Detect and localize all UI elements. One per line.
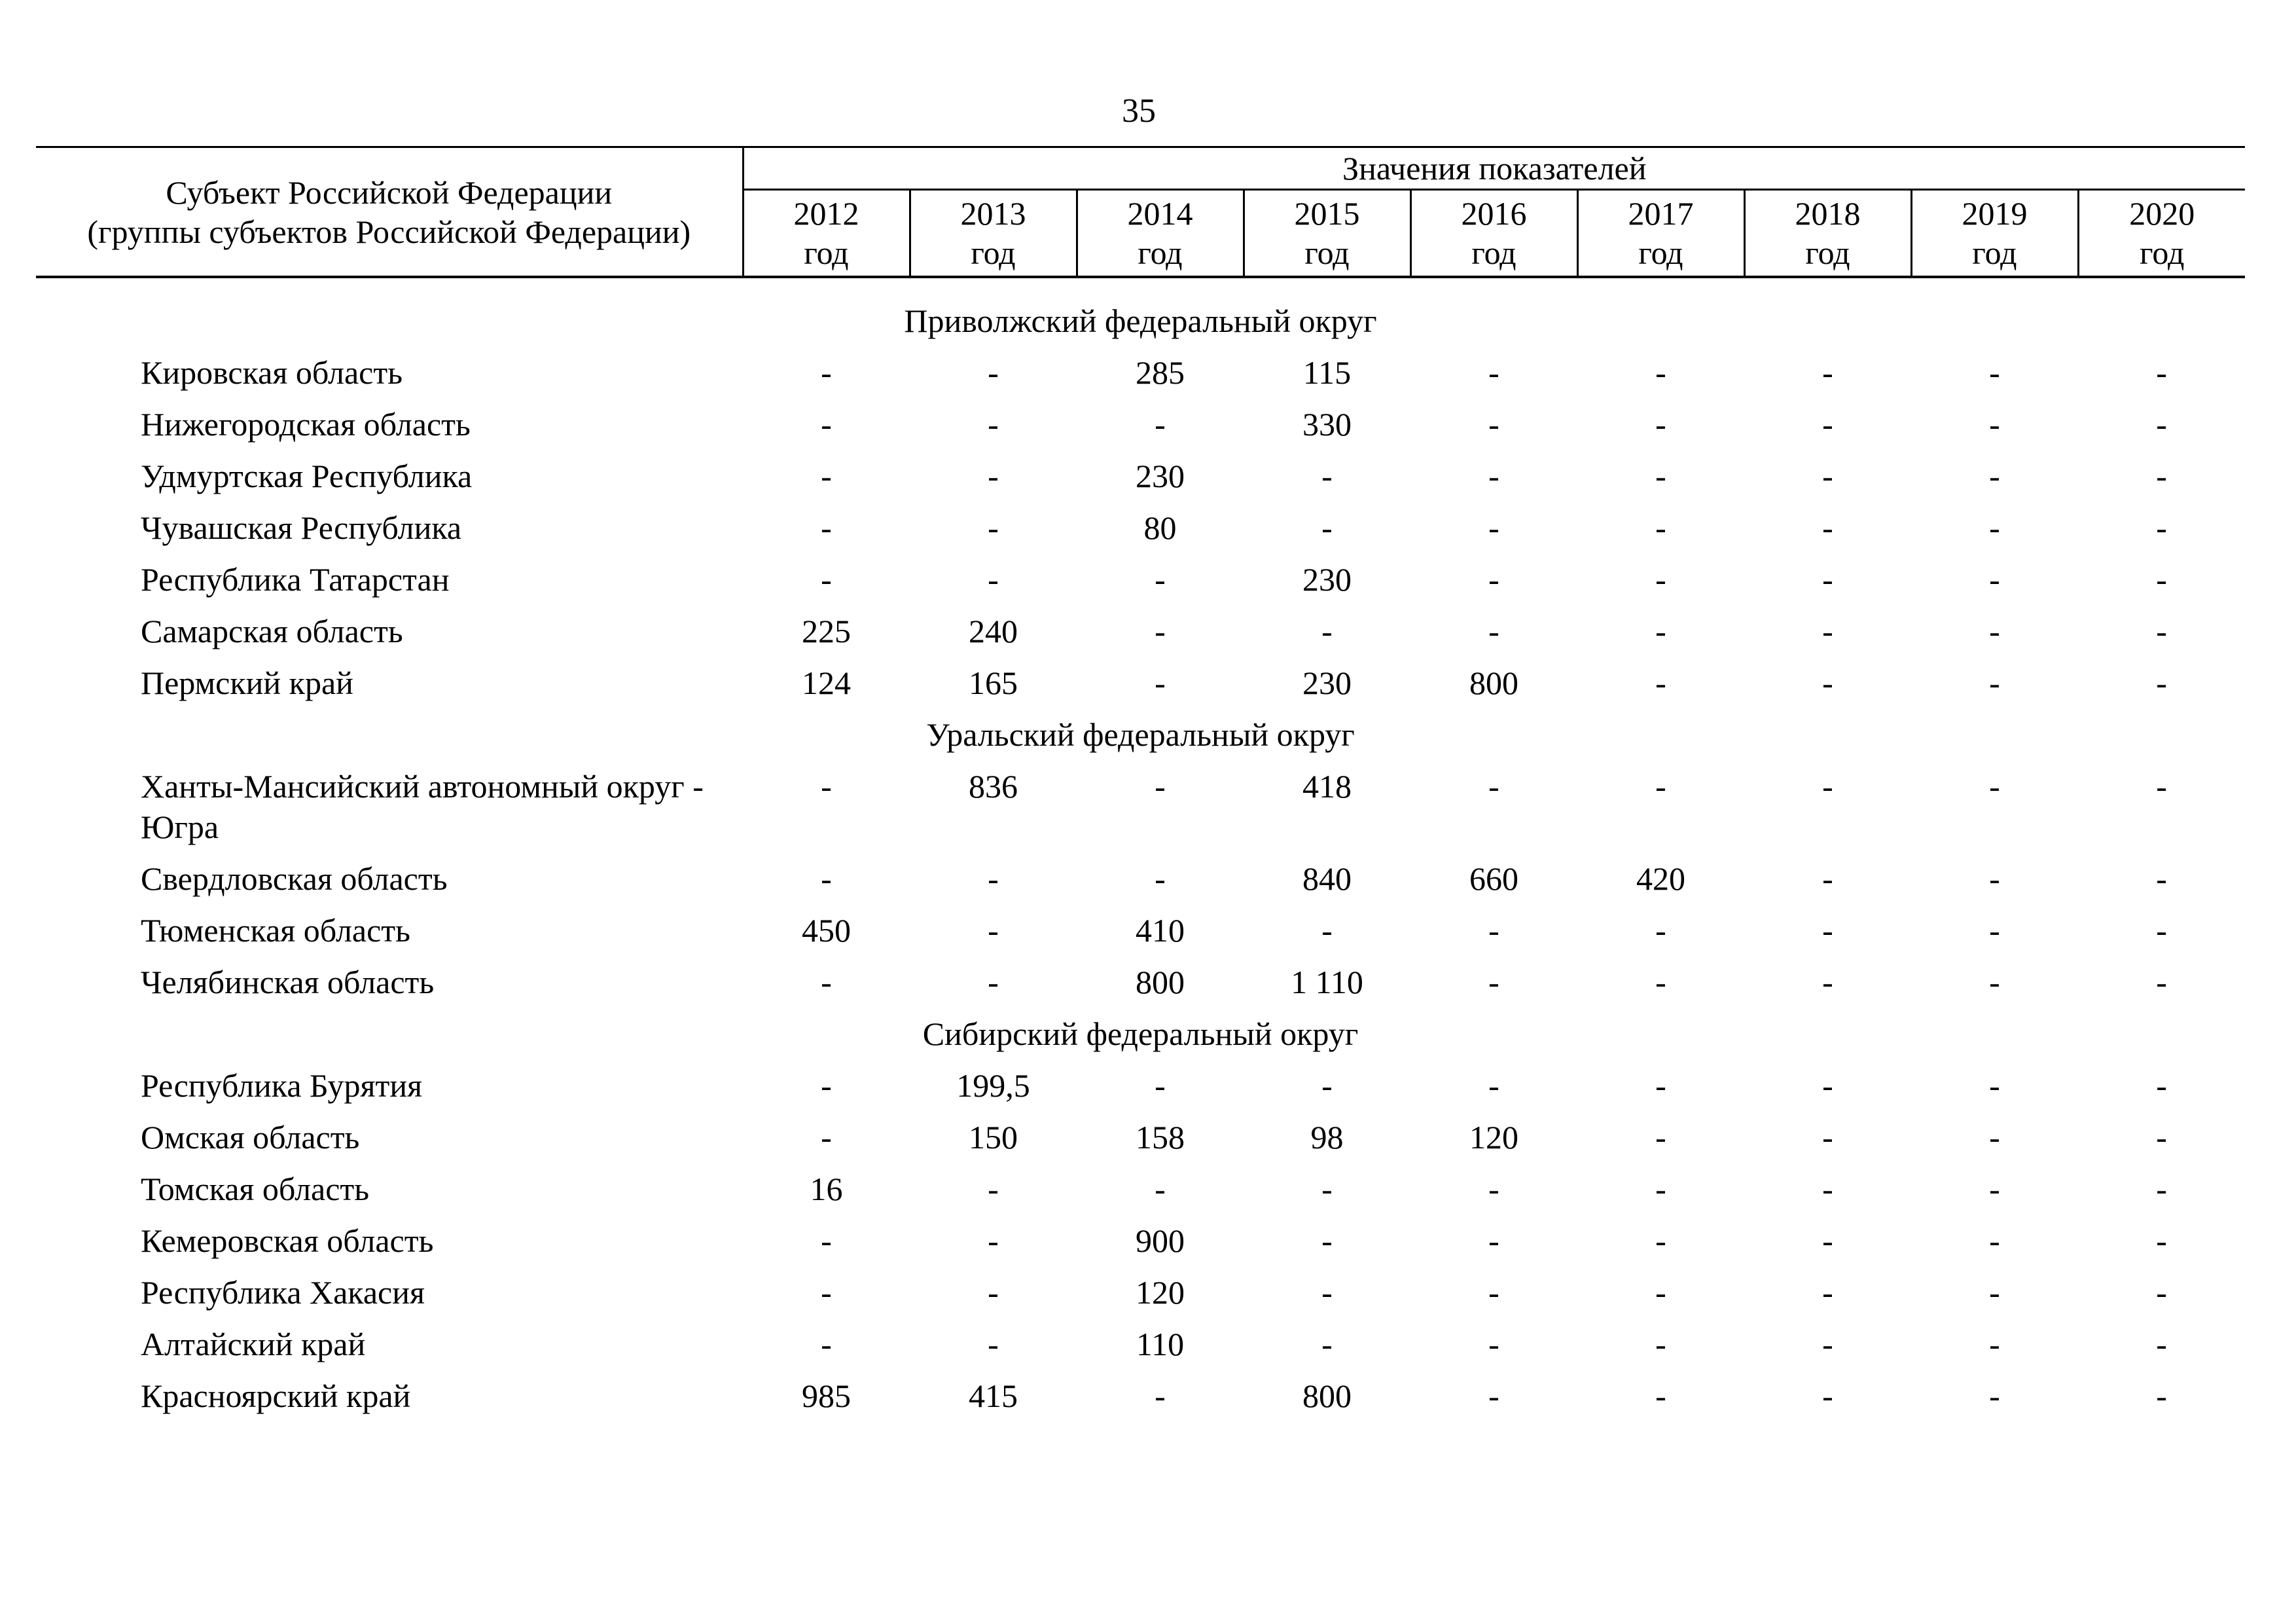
value-cell-2012: - <box>821 860 832 897</box>
district-title: Сибирский федеральный округ <box>922 1015 1359 1052</box>
value-cell-2018: - <box>1822 768 1833 805</box>
subject-name-cell: Красноярский край <box>141 1377 411 1414</box>
value-cell-2016: - <box>1488 509 1499 546</box>
value-cell-2019: - <box>1989 912 2000 949</box>
value-cell-2015: - <box>1321 1171 1333 1207</box>
district-title: Уральский федеральный округ <box>926 716 1355 753</box>
value-cell-2017: - <box>1655 354 1666 391</box>
value-cell-2019: - <box>1989 406 2000 443</box>
value-cell-2012: - <box>821 406 832 443</box>
value-cell-2013: 240 <box>969 613 1018 649</box>
subject-name-cell: Пермский край <box>141 665 353 701</box>
value-cell-2013: - <box>988 1326 999 1362</box>
table-row <box>36 1163 2245 1215</box>
value-cell-2018: - <box>1822 1067 1833 1104</box>
value-cell-2016: - <box>1488 1067 1499 1104</box>
value-cell-2015: - <box>1321 613 1333 649</box>
value-cell-2018: - <box>1822 406 1833 443</box>
table-row <box>36 853 2245 905</box>
value-cell-2013: - <box>988 561 999 598</box>
year-number: 2017 <box>1628 195 1694 232</box>
indicator-table <box>36 146 2245 1422</box>
subject-name-cell: Удмуртская Республика <box>141 458 473 494</box>
year-header-2018 <box>1744 190 1911 278</box>
value-cell-2015: - <box>1321 1274 1333 1311</box>
table-row <box>36 450 2245 502</box>
year-unit: год <box>1304 234 1350 271</box>
year-unit: год <box>1138 234 1183 271</box>
value-cell-2020: - <box>2156 1274 2167 1311</box>
value-cell-2019: - <box>1989 665 2000 701</box>
value-cell-2013: - <box>988 964 999 1000</box>
value-cell-2017: - <box>1655 1222 1666 1259</box>
year-number: 2014 <box>1127 195 1193 232</box>
value-cell-2013: - <box>988 1171 999 1207</box>
year-number: 2020 <box>2129 195 2195 232</box>
value-cell-2013: 199,5 <box>956 1067 1030 1104</box>
year-header-2017 <box>1577 190 1744 278</box>
value-cell-2016: - <box>1488 768 1499 805</box>
value-cell-2014: 410 <box>1136 912 1185 949</box>
value-cell-2020: - <box>2156 1377 2167 1414</box>
value-cell-2016: 800 <box>1469 665 1518 701</box>
header-spacer-row <box>36 277 2245 295</box>
value-cell-2018: - <box>1822 509 1833 546</box>
value-cell-2015: 800 <box>1302 1377 1352 1414</box>
year-header-2016 <box>1410 190 1577 278</box>
value-cell-2016: - <box>1488 1326 1499 1362</box>
value-cell-2016: - <box>1488 613 1499 649</box>
subject-name-cell: Омская область <box>141 1119 360 1156</box>
value-cell-2017: 420 <box>1636 860 1685 897</box>
value-cell-2019: - <box>1989 768 2000 805</box>
subject-name-cell: Республика Татарстан <box>141 561 450 598</box>
value-cell-2016: - <box>1488 458 1499 494</box>
value-cell-2014: 110 <box>1136 1326 1185 1362</box>
year-unit: год <box>1805 234 1850 271</box>
value-cell-2017: - <box>1655 1171 1666 1207</box>
value-cell-2020: - <box>2156 1171 2167 1207</box>
value-cell-2020: - <box>2156 665 2167 701</box>
value-cell-2014: 900 <box>1136 1222 1185 1259</box>
value-cell-2014: 285 <box>1136 354 1185 391</box>
value-cell-2012: - <box>821 561 832 598</box>
value-cell-2014: 158 <box>1136 1119 1185 1156</box>
value-cell-2012: - <box>821 354 832 391</box>
value-cell-2013: 415 <box>969 1377 1018 1414</box>
year-number: 2015 <box>1294 195 1360 232</box>
value-cell-2018: - <box>1822 1171 1833 1207</box>
value-cell-2020: - <box>2156 1119 2167 1156</box>
value-cell-2020: - <box>2156 1326 2167 1362</box>
year-header-2015 <box>1244 190 1410 278</box>
value-cell-2015: 98 <box>1310 1119 1344 1156</box>
value-cell-2015: 840 <box>1302 860 1352 897</box>
subject-name-cell: Тюменская область <box>141 912 410 949</box>
page-number: 35 <box>1122 92 1156 130</box>
value-cell-2014: 800 <box>1136 964 1185 1000</box>
value-cell-2020: - <box>2156 354 2167 391</box>
subject-name-cell: Свердловская область <box>141 860 448 897</box>
value-cell-2017: - <box>1655 1119 1666 1156</box>
value-cell-2020: - <box>2156 561 2167 598</box>
district-row <box>36 709 2245 761</box>
district-title: Приволжский федеральный округ <box>904 302 1377 339</box>
value-cell-2012: - <box>821 509 832 546</box>
value-cell-2017: - <box>1655 964 1666 1000</box>
value-cell-2014: - <box>1155 406 1166 443</box>
values-column-group-header: Значения показателей <box>743 147 2245 190</box>
value-cell-2016: - <box>1488 1171 1499 1207</box>
value-cell-2020: - <box>2156 406 2167 443</box>
value-cell-2013: 836 <box>969 768 1018 805</box>
subject-name-cell: Республика Бурятия <box>141 1067 423 1104</box>
value-cell-2015: - <box>1321 1222 1333 1259</box>
value-cell-2017: - <box>1655 406 1666 443</box>
value-cell-2018: - <box>1822 1326 1833 1362</box>
value-cell-2015: - <box>1321 912 1333 949</box>
table-body <box>36 277 2245 1422</box>
value-cell-2019: - <box>1989 1377 2000 1414</box>
subject-header-line1: Субъект Российской Федерации <box>166 173 613 211</box>
value-cell-2014: - <box>1155 613 1166 649</box>
year-unit: год <box>1471 234 1516 271</box>
table-row <box>36 399 2245 450</box>
value-cell-2018: - <box>1822 860 1833 897</box>
value-cell-2017: - <box>1655 1067 1666 1104</box>
table-row <box>36 606 2245 657</box>
value-cell-2018: - <box>1822 354 1833 391</box>
value-cell-2017: - <box>1655 561 1666 598</box>
value-cell-2015: 1 110 <box>1291 964 1363 1000</box>
subject-name-cell: Алтайский край <box>141 1326 366 1362</box>
value-cell-2020: - <box>2156 509 2167 546</box>
value-cell-2012: 225 <box>802 613 851 649</box>
value-cell-2018: - <box>1822 964 1833 1000</box>
table-row <box>36 1370 2245 1422</box>
value-cell-2012: 124 <box>802 665 851 701</box>
value-cell-2019: - <box>1989 1326 2000 1362</box>
table-row <box>36 1112 2245 1163</box>
value-cell-2014: - <box>1155 1171 1166 1207</box>
table-row <box>36 761 2245 853</box>
year-unit: год <box>804 234 849 271</box>
value-cell-2019: - <box>1989 1222 2000 1259</box>
value-cell-2020: - <box>2156 860 2167 897</box>
value-cell-2015: 330 <box>1302 406 1352 443</box>
value-cell-2019: - <box>1989 613 2000 649</box>
value-cell-2017: - <box>1655 768 1666 805</box>
value-cell-2020: - <box>2156 912 2167 949</box>
value-cell-2014: - <box>1155 665 1166 701</box>
value-cell-2013: - <box>988 509 999 546</box>
value-cell-2019: - <box>1989 1274 2000 1311</box>
value-cell-2018: - <box>1822 458 1833 494</box>
value-cell-2015: - <box>1321 458 1333 494</box>
value-cell-2018: - <box>1822 613 1833 649</box>
value-cell-2012: 450 <box>802 912 851 949</box>
value-cell-2019: - <box>1989 964 2000 1000</box>
value-cell-2020: - <box>2156 1222 2167 1259</box>
subject-name-cell: Нижегородская область <box>141 406 471 443</box>
value-cell-2017: - <box>1655 1274 1666 1311</box>
value-cell-2017: - <box>1655 613 1666 649</box>
value-cell-2016: - <box>1488 1222 1499 1259</box>
value-cell-2012: - <box>821 1119 832 1156</box>
subject-name-cell: Ханты-Мансийский автономный округ - Югра <box>141 768 704 845</box>
year-number: 2012 <box>793 195 859 232</box>
value-cell-2014: - <box>1155 860 1166 897</box>
year-number: 2018 <box>1795 195 1861 232</box>
value-cell-2019: - <box>1989 561 2000 598</box>
value-cell-2019: - <box>1989 458 2000 494</box>
value-cell-2015: 418 <box>1302 768 1352 805</box>
value-cell-2020: - <box>2156 964 2167 1000</box>
table-row <box>36 1215 2245 1267</box>
year-header-2014 <box>1077 190 1244 278</box>
value-cell-2012: - <box>821 1067 832 1104</box>
value-cell-2015: 230 <box>1302 561 1352 598</box>
value-cell-2014: - <box>1155 1067 1166 1104</box>
value-cell-2020: - <box>2156 458 2167 494</box>
value-cell-2019: - <box>1989 1119 2000 1156</box>
year-unit: год <box>1638 234 1683 271</box>
subject-name-cell: Кировская область <box>141 354 403 391</box>
value-cell-2016: 660 <box>1469 860 1518 897</box>
value-cell-2016: - <box>1488 354 1499 391</box>
subject-column-header <box>36 147 743 278</box>
value-cell-2018: - <box>1822 912 1833 949</box>
value-cell-2013: - <box>988 1274 999 1311</box>
value-cell-2015: 230 <box>1302 665 1352 701</box>
table-row <box>36 347 2245 399</box>
value-cell-2013: 150 <box>969 1119 1018 1156</box>
value-cell-2017: - <box>1655 1377 1666 1414</box>
value-cell-2012: - <box>821 1274 832 1311</box>
value-cell-2012: - <box>821 964 832 1000</box>
value-cell-2018: - <box>1822 1222 1833 1259</box>
year-number: 2013 <box>960 195 1026 232</box>
value-cell-2014: 230 <box>1136 458 1185 494</box>
district-row <box>36 295 2245 347</box>
value-cell-2016: - <box>1488 1274 1499 1311</box>
year-header-2013 <box>910 190 1077 278</box>
table-header <box>36 147 2245 278</box>
value-cell-2017: - <box>1655 665 1666 701</box>
value-cell-2018: - <box>1822 561 1833 598</box>
value-cell-2013: - <box>988 860 999 897</box>
value-cell-2017: - <box>1655 458 1666 494</box>
year-header-2020 <box>2078 190 2245 278</box>
year-unit: год <box>2140 234 2185 271</box>
value-cell-2016: - <box>1488 1377 1499 1414</box>
value-cell-2017: - <box>1655 1326 1666 1362</box>
value-cell-2019: - <box>1989 354 2000 391</box>
value-cell-2014: - <box>1155 1377 1166 1414</box>
district-row <box>36 1008 2245 1060</box>
table-row <box>36 554 2245 606</box>
value-cell-2013: - <box>988 458 999 494</box>
value-cell-2019: - <box>1989 860 2000 897</box>
value-cell-2014: 80 <box>1143 509 1177 546</box>
value-cell-2013: - <box>988 912 999 949</box>
subject-name-cell: Самарская область <box>141 613 403 649</box>
year-header-2012 <box>743 190 910 278</box>
value-cell-2012: 16 <box>810 1171 843 1207</box>
value-cell-2014: 120 <box>1136 1274 1185 1311</box>
value-cell-2019: - <box>1989 1171 2000 1207</box>
year-unit: год <box>971 234 1016 271</box>
value-cell-2017: - <box>1655 509 1666 546</box>
table-row <box>36 957 2245 1008</box>
value-cell-2019: - <box>1989 509 2000 546</box>
subject-name-cell: Челябинская область <box>141 964 435 1000</box>
value-cell-2014: - <box>1155 768 1166 805</box>
subject-name-cell: Республика Хакасия <box>141 1274 425 1311</box>
year-number: 2019 <box>1962 195 2028 232</box>
value-cell-2016: - <box>1488 964 1499 1000</box>
table-row <box>36 502 2245 554</box>
value-cell-2016: - <box>1488 912 1499 949</box>
value-cell-2012: - <box>821 768 832 805</box>
value-cell-2014: - <box>1155 561 1166 598</box>
table-row <box>36 905 2245 957</box>
table-row <box>36 657 2245 709</box>
year-number: 2016 <box>1461 195 1527 232</box>
value-cell-2013: 165 <box>969 665 1018 701</box>
value-cell-2020: - <box>2156 613 2167 649</box>
value-cell-2012: - <box>821 1222 832 1259</box>
value-cell-2016: - <box>1488 561 1499 598</box>
value-cell-2012: - <box>821 1326 832 1362</box>
year-header-2019 <box>1911 190 2078 278</box>
value-cell-2016: 120 <box>1469 1119 1518 1156</box>
subject-name-cell: Кемеровская область <box>141 1222 434 1259</box>
year-unit: год <box>1972 234 2017 271</box>
value-cell-2020: - <box>2156 1067 2167 1104</box>
value-cell-2013: - <box>988 354 999 391</box>
table-row <box>36 1319 2245 1370</box>
value-cell-2018: - <box>1822 665 1833 701</box>
value-cell-2018: - <box>1822 1119 1833 1156</box>
value-cell-2015: - <box>1321 1067 1333 1104</box>
value-cell-2013: - <box>988 1222 999 1259</box>
value-cell-2017: - <box>1655 912 1666 949</box>
value-cell-2018: - <box>1822 1377 1833 1414</box>
subject-header-line2: (группы субъектов Российской Федерации) <box>87 213 691 250</box>
value-cell-2018: - <box>1822 1274 1833 1311</box>
subject-name-cell: Чувашская Республика <box>141 509 462 546</box>
value-cell-2016: - <box>1488 406 1499 443</box>
subject-name-cell: Томская область <box>141 1171 370 1207</box>
value-cell-2015: - <box>1321 509 1333 546</box>
table-row <box>36 1267 2245 1319</box>
value-cell-2019: - <box>1989 1067 2000 1104</box>
value-cell-2013: - <box>988 406 999 443</box>
value-cell-2012: - <box>821 458 832 494</box>
table-row <box>36 1060 2245 1112</box>
value-cell-2020: - <box>2156 768 2167 805</box>
value-cell-2015: 115 <box>1302 354 1352 391</box>
value-cell-2012: 985 <box>802 1377 851 1414</box>
value-cell-2015: - <box>1321 1326 1333 1362</box>
